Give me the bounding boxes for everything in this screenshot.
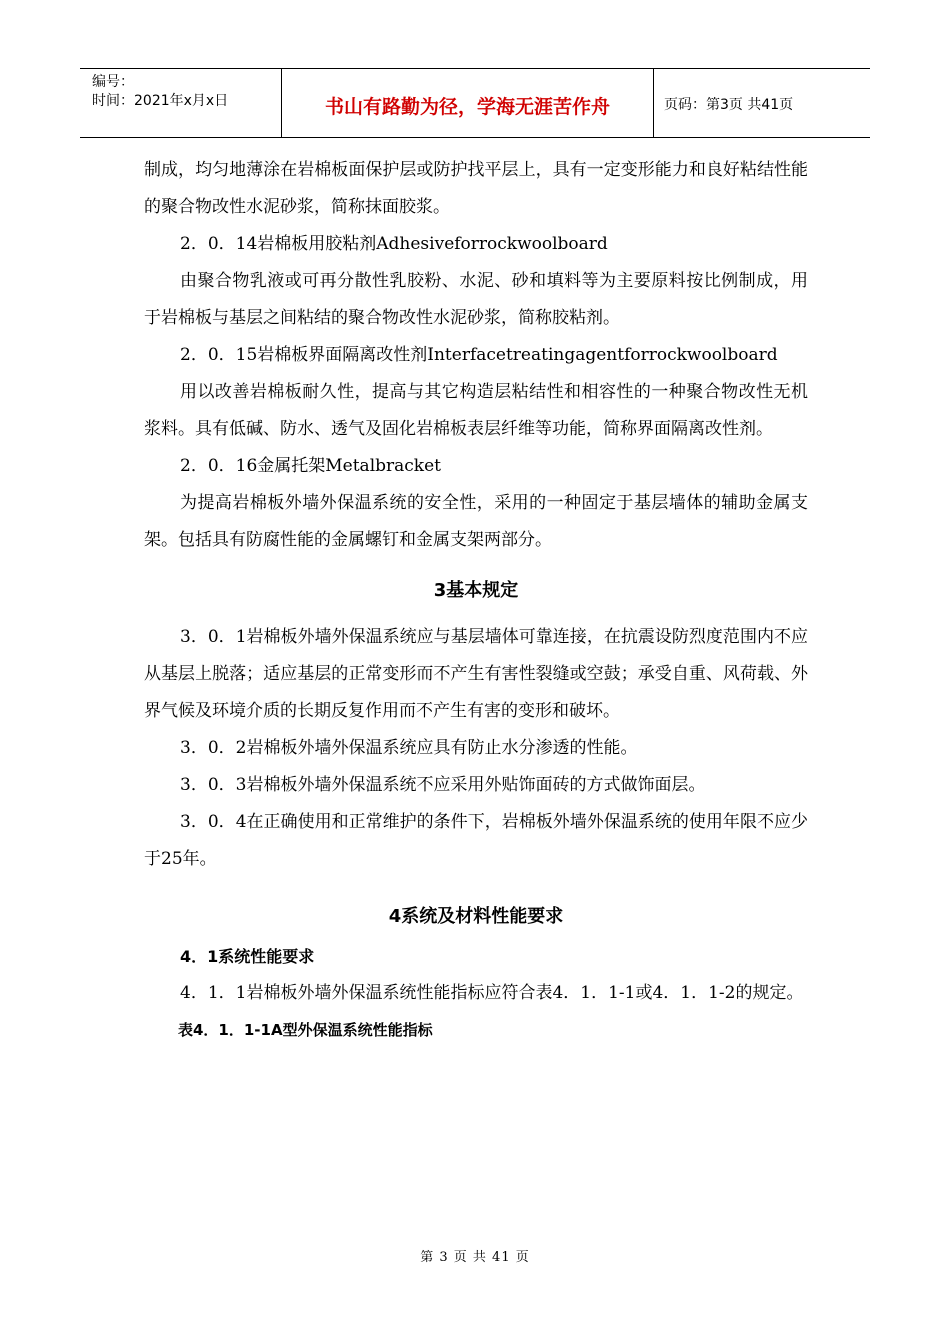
header-motto: 书山有路勤为径，学海无涯苦作舟 bbox=[282, 69, 654, 137]
subsection-heading-4-1: 4．1系统性能要求 bbox=[180, 947, 315, 966]
clause-3-0-3: 3．0．3岩棉板外墙外保温系统不应采用外贴饰面砖的方式做饰面层。 bbox=[180, 775, 706, 795]
clause-4-1-1: 4．1．1岩棉板外墙外保温系统性能指标应符合表4．1．1-1或4．1．1-2的规定。 bbox=[180, 983, 804, 1003]
doc-number-label: 编号： bbox=[92, 74, 134, 90]
document-body bbox=[144, 152, 808, 1049]
paragraph: 制成，均匀地薄涂在岩棉板面保护层或防护找平层上，具有一定变形能力和良好粘结性能的聚合物改性水泥砂浆，简称抹面胶浆。 bbox=[144, 160, 808, 217]
clause-3-0-1: 3．0．1岩棉板外墙外保温系统应与基层墙体可靠连接，在抗震设防烈度范围内不应从基层上脱落；适应基层的正常变形而不产生有害性裂缝或空鼓；承受自重、风荷载、外界气候及环境介质的长期反复作用而不产生有害的变形和破坏。 bbox=[144, 627, 808, 721]
date-label: 时间：2021年x月x日 bbox=[92, 93, 229, 109]
section-heading-3: 3基本规定 bbox=[433, 580, 519, 601]
header-page-label: 页码：第3页 共41页 bbox=[664, 97, 794, 113]
clause-2-0-16: 2．0．16金属托架Metalbracket bbox=[180, 456, 441, 476]
clause-2-0-15: 2．0．15岩棉板界面隔离改性剂Interfacetreatingagentforrockwoolboard bbox=[180, 345, 778, 365]
paragraph: 为提高岩棉板外墙外保温系统的安全性，采用的一种固定于基层墙体的辅助金属支架。包括具有防腐性能的金属螺钉和金属支架两部分。 bbox=[144, 493, 808, 550]
header-info-cell bbox=[80, 69, 282, 137]
section-heading-4: 4系统及材料性能要求 bbox=[388, 906, 564, 927]
table-caption: 表4．1．1-1A型外保温系统性能指标 bbox=[178, 1021, 433, 1039]
paragraph: 由聚合物乳液或可再分散性乳胶粉、水泥、砂和填料等为主要原料按比例制成，用于岩棉板与基层之间粘结的聚合物改性水泥砂浆，简称胶粘剂。 bbox=[144, 271, 808, 328]
clause-3-0-2: 3．0．2岩棉板外墙外保温系统应具有防止水分渗透的性能。 bbox=[180, 738, 638, 758]
clause-2-0-14: 2．0．14岩棉板用胶粘剂Adhesiveforrockwoolboard bbox=[180, 234, 608, 254]
page-header bbox=[80, 68, 870, 138]
paragraph: 用以改善岩棉板耐久性，提高与其它构造层粘结性和相容性的一种聚合物改性无机浆料。具有低碱、防水、透气及固化岩棉板表层纤维等功能，简称界面隔离改性剂。 bbox=[144, 382, 808, 439]
page-footer: 第 3 页 共 41 页 bbox=[420, 1250, 530, 1265]
clause-3-0-4: 3．0．4在正确使用和正常维护的条件下，岩棉板外墙外保温系统的使用年限不应少于25年。 bbox=[144, 812, 808, 869]
